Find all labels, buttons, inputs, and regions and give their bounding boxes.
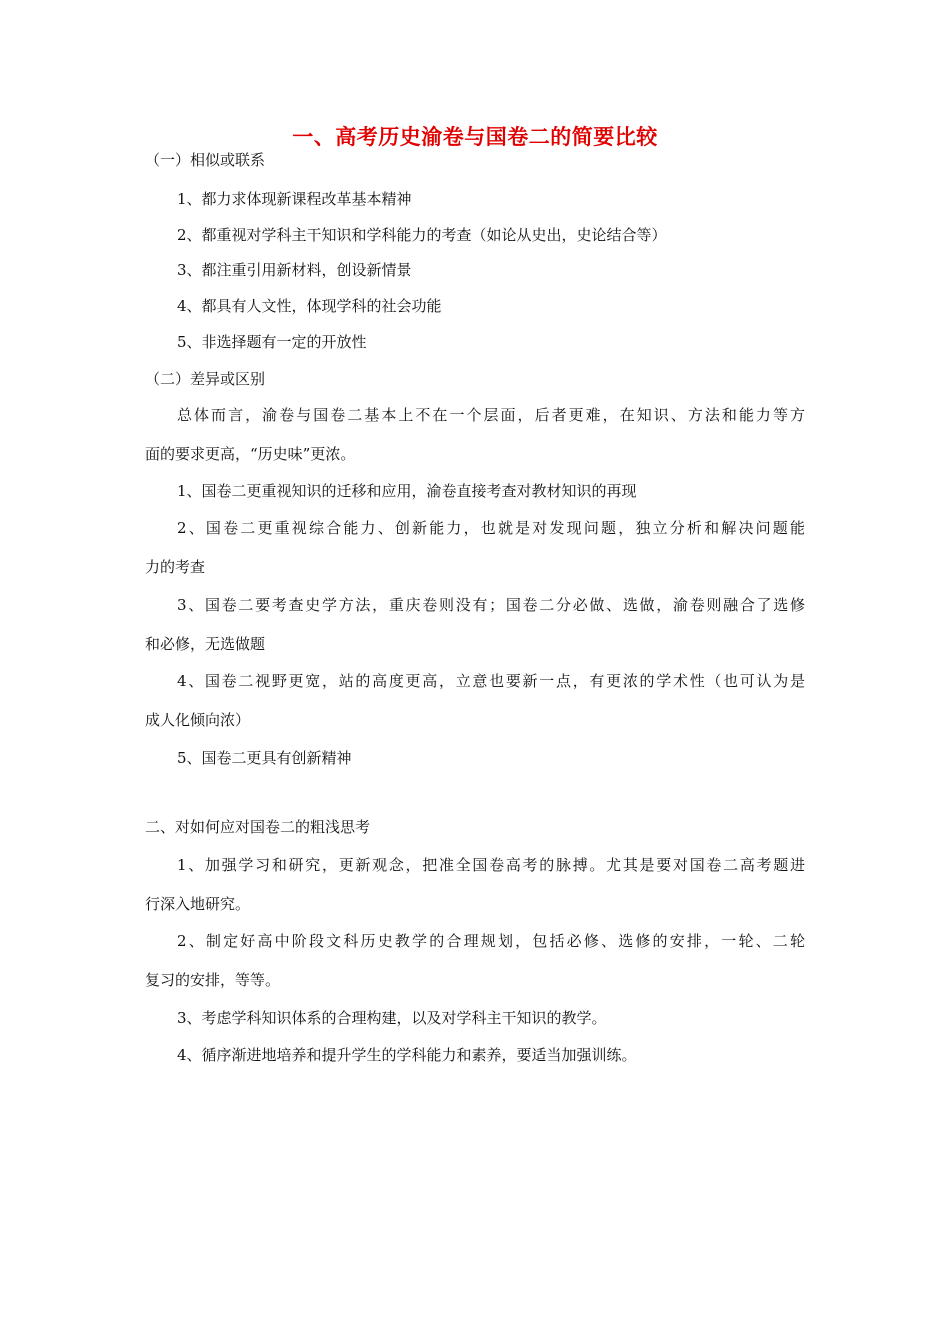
list-item: 2、制定好高中阶段文科历史教学的合理规划，包括必修、选修的安排，一轮、二轮 <box>177 932 805 950</box>
list-item-continuation: 行深入地研究。 <box>145 895 251 913</box>
list-item: 3、国卷二要考查史学方法，重庆卷则没有；国卷二分必做、选做，渝卷则融合了选修 <box>177 596 805 614</box>
paragraph-line: 总体而言，渝卷与国卷二基本上不在一个层面，后者更难，在知识、方法和能力等方 <box>177 406 805 424</box>
document-title: 一、高考历史渝卷与国卷二的简要比较 <box>292 125 658 149</box>
list-item: 1、都力求体现新课程改革基本精神 <box>177 190 412 208</box>
list-item: 4、都具有人文性，体现学科的社会功能 <box>177 297 442 315</box>
list-item-continuation: 和必修，无选做题 <box>145 635 266 653</box>
list-item: 3、考虑学科知识体系的合理构建，以及对学科主干知识的教学。 <box>177 1009 607 1027</box>
list-item: 5、非选择题有一定的开放性 <box>177 333 367 351</box>
list-item: 2、国卷二更重视综合能力、创新能力，也就是对发现问题，独立分析和解决问题能 <box>177 519 805 537</box>
paragraph-line: 面的要求更高，“历史味”更浓。 <box>145 445 356 463</box>
list-item-continuation: 复习的安排，等等。 <box>145 971 281 989</box>
list-item: 1、国卷二更重视知识的迁移和应用，渝卷直接考查对教材知识的再现 <box>177 482 637 500</box>
list-item: 4、循序渐进地培养和提升学生的学科能力和素养，要适当加强训练。 <box>177 1046 637 1064</box>
list-item: 4、国卷二视野更宽，站的高度更高，立意也要新一点，有更浓的学术性（也可认为是 <box>177 672 805 690</box>
list-item-continuation: 力的考查 <box>145 558 206 576</box>
list-item: 3、都注重引用新材料，创设新情景 <box>177 261 412 279</box>
section-heading-similarities: （一）相似或联系 <box>145 151 266 169</box>
list-item: 5、国卷二更具有创新精神 <box>177 749 352 767</box>
section-heading-differences: （二）差异或区别 <box>145 370 266 388</box>
list-item: 1、加强学习和研究，更新观念，把准全国卷高考的脉搏。尤其是要对国卷二高考题进 <box>177 856 805 874</box>
list-item-continuation: 成人化倾向浓） <box>145 711 251 729</box>
section-heading-strategies: 二、对如何应对国卷二的粗浅思考 <box>145 818 371 836</box>
list-item: 2、都重视对学科主干知识和学科能力的考查（如论从史出，史论结合等） <box>177 226 667 244</box>
